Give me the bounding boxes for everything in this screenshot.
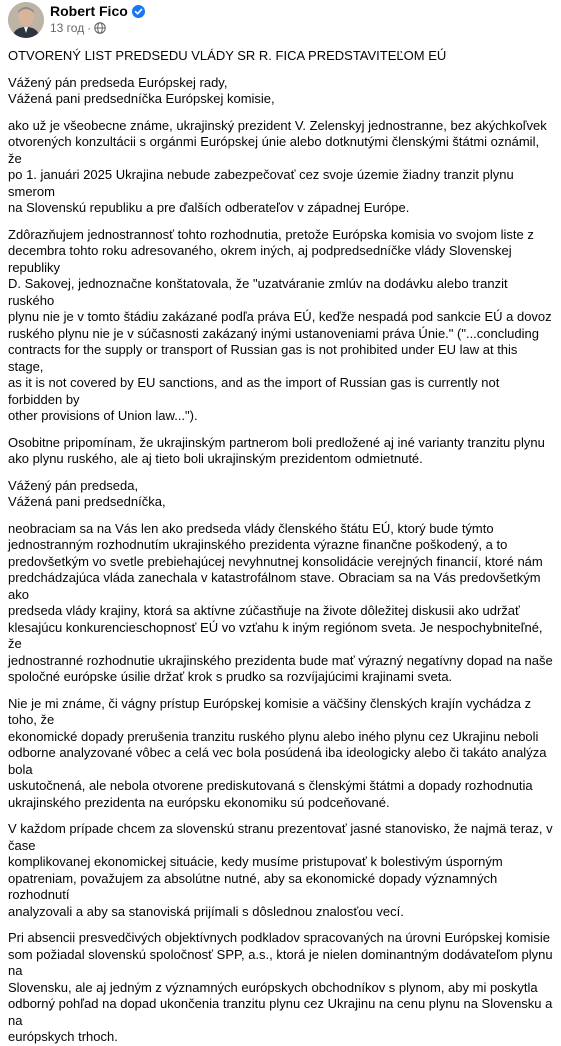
text-line: ako už je všeobecne známe, ukrajinský prezident V. Zelenskyj jednostranne, bez akýchkoľvek bbox=[8, 117, 547, 133]
text-line: ukrajinského prezidenta na európsku ekonomiku sú podceňované. bbox=[8, 794, 390, 810]
text-line: Pri absencii presvedčivých objektívnych podkladov spracovaných na úrovni Európskej komisie bbox=[8, 930, 550, 945]
text-line: V každom prípade chcem za slovenskú stranu prezentovať jasné stanovisko, že najmä teraz, v čase bbox=[8, 821, 553, 853]
verified-badge-icon bbox=[132, 5, 145, 22]
text-line: Vážený pán predseda, bbox=[8, 477, 139, 493]
paragraph-variants bbox=[8, 435, 556, 468]
text-line: komplikovanej ekonomickej situácie, kedy musíme pristupovať k bolestivým úsporným bbox=[8, 854, 503, 869]
meta-separator: · bbox=[87, 21, 92, 35]
post-body bbox=[8, 48, 556, 1046]
text-line: D. Sakovej, jednoznačne konštatovala, že "uzatváranie zmlúv na dodávku alebo tranzit ruského bbox=[8, 276, 508, 308]
author-name-row bbox=[50, 3, 145, 22]
text-line: po 1. januári 2025 Ukrajina nebude zabezpečovať cez svoje územie žiadny tranzit plynu smerom bbox=[8, 167, 514, 199]
text-line: predseda vlády krajiny, ktorá sa aktívne zúčastňuje na živote dôležitej diskusii ako udržať bbox=[8, 603, 520, 618]
post-timestamp[interactable]: 13 год bbox=[50, 21, 85, 35]
text-line: jednostranné rozhodnutie ukrajinského prezidenta bude mať výrazný negatívny dopad na naše bbox=[8, 652, 553, 668]
paragraph-analysis bbox=[8, 696, 556, 812]
text-line: ako plynu ruského, ale aj tieto boli ukrajinským prezidentom odmietnuté. bbox=[8, 451, 423, 466]
paragraph-spp bbox=[8, 930, 556, 1046]
text-line: predovšetkým vo svetle prebiehajúcej nevyhnutnej konsolidácie verejných financií, ktoré nám bbox=[8, 553, 543, 569]
post-header bbox=[0, 0, 561, 40]
text-line: predchádzajúca vláda zanechala v katastrofálnom stave. Obraciam sa na Vás predovšetkým ako bbox=[8, 570, 541, 602]
text-line: plynu nie je v tomto štádiu zakázané podľa práva EÚ, keďže nespadá pod sankcie EÚ a dovoz bbox=[8, 309, 552, 324]
text-line: neobraciam sa na Vás len ako predseda vlády členského štátu EÚ, ktorý bude týmto bbox=[8, 520, 494, 536]
paragraph-unilateral bbox=[8, 227, 556, 425]
globe-icon bbox=[94, 22, 106, 38]
text-line: otvorených konzultácii s orgánmi Európskej únie alebo dotknutými členskými štátmi oznámil, že bbox=[8, 134, 540, 166]
author-name[interactable]: Robert Fico bbox=[50, 3, 128, 19]
text-line: Slovensku, ale aj jedným z významných európskych obchodníkov s plynom, aby mi poskytla bbox=[8, 979, 538, 995]
text-line: as it is not covered by EU sanctions, and as the import of Russian gas is currently not forbidden by bbox=[8, 375, 500, 407]
post-meta bbox=[50, 21, 106, 38]
text-line: contracts for the supply or transport of Russian gas is not prohibited under EU law at this stage, bbox=[8, 342, 518, 374]
text-line: Nie je mi známe, či vágny prístup Európskej komisie a väčšiny členských krajín vychádza z toho, že bbox=[8, 695, 532, 727]
avatar-photo bbox=[8, 2, 44, 38]
text-line: other provisions of Union law..."). bbox=[8, 408, 198, 423]
text-line: analyzovali a aby sa stanoviská prijímali s dôslednou znalosťou vecí. bbox=[8, 903, 404, 919]
text-line: Vážená pani predsedníčka Európskej komisie, bbox=[8, 91, 275, 106]
text-line: jednostranným rozhodnutím ukrajinského prezidenta výrazne finančne poškodený, a to bbox=[8, 537, 508, 552]
text-line: odborný pohľad na dopad ukončenia tranzitu plynu cez Ukrajinu na cenu plynu na Slovensku a na bbox=[8, 996, 553, 1028]
author-avatar[interactable] bbox=[8, 2, 44, 38]
text-line: klesajúcu konkurencieschopnosť EÚ vo vzťahu k iným regiónom sveta. Je nespochybniteľné, že bbox=[8, 619, 543, 651]
text-line: decembra tohto roku adresovaného, okrem iných, aj podpredsedníčke vlády Slovenskej republiky bbox=[8, 243, 512, 275]
text-line: som požiadal slovenskú spoločnosť SPP, a.s., ktorá je nielen dominantným dodávateľom plynu na bbox=[8, 946, 553, 978]
salutation-2 bbox=[8, 478, 556, 511]
text-line: ekonomické dopady prerušenia tranzitu ruského plynu alebo iného plynu cez Ukrajinu neboli bbox=[8, 728, 539, 744]
text-line: spoločné európske úsilie držať krok s prudko sa rozvíjajúcimi krajinami sveta. bbox=[8, 669, 453, 684]
text-line: odborne analyzované vôbec a celá vec bola posúdená iba ideologicky alebo či takáto analýza bola bbox=[8, 745, 547, 777]
text-line: uskutočnená, ale nebola otvorene prediskutovaná s členskými štátmi a dopady rozhodnutia bbox=[8, 778, 533, 793]
paragraph-position bbox=[8, 821, 556, 920]
letter-title bbox=[8, 48, 556, 65]
text-line: Vážený pán predseda Európskej rady, bbox=[8, 74, 228, 90]
salutation-1 bbox=[8, 75, 556, 108]
text-line: opatreniam, považujem za absolútne nutné, aby sa ekonomické dopady významných rozhodnutí bbox=[8, 870, 498, 902]
text-line: ruského plynu nie je v súčasnosti zakázaný inými ustanoveniami práva Únie." ("...concluding bbox=[8, 325, 539, 341]
text-line: európskych trhoch. bbox=[8, 1029, 118, 1044]
text-line: na Slovenskú republiku a pre ďalších odberateľov v západnej Európe. bbox=[8, 200, 410, 215]
text-line: Vážená pani predsedníčka, bbox=[8, 494, 166, 509]
paragraph-announcement bbox=[8, 118, 556, 217]
paragraph-appeal bbox=[8, 521, 556, 686]
text-line: Zdôrazňujem jednostrannosť tohto rozhodnutia, pretože Európska komisia vo svojom liste z bbox=[8, 226, 534, 242]
text-line: OTVORENÝ LIST PREDSEDU VLÁDY SR R. FICA PREDSTAVITEĽOM EÚ bbox=[8, 48, 447, 63]
text-line: Osobitne pripomínam, že ukrajinským partnerom boli predložené aj iné varianty tranzitu plynu bbox=[8, 434, 545, 450]
